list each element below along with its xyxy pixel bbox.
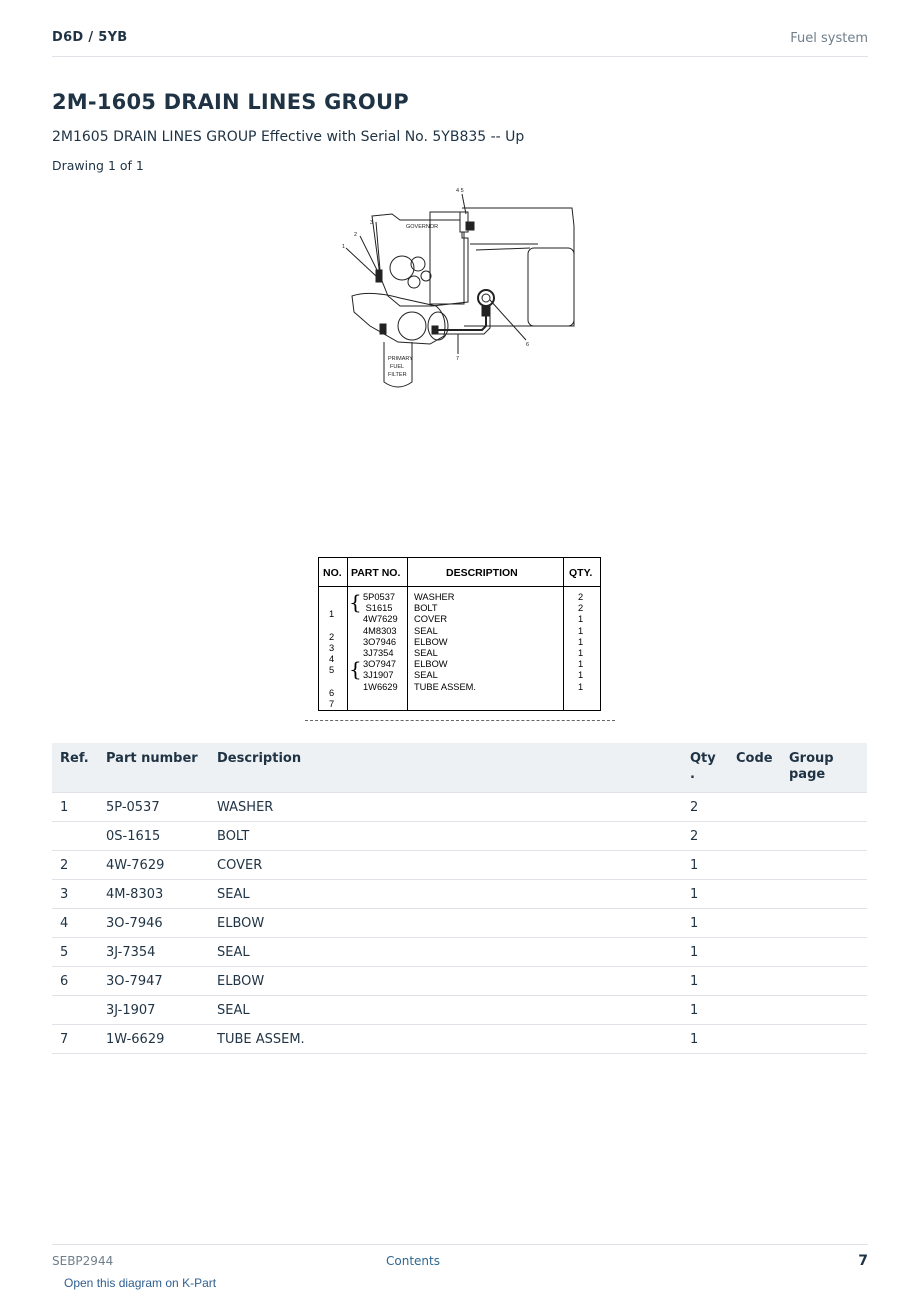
page-subtitle: 2M1605 DRAIN LINES GROUP Effective with Serial No. 5YB835 -- Up bbox=[52, 129, 525, 145]
cell-qty: 2 bbox=[682, 793, 728, 822]
cell-part-number: 0S-1615 bbox=[98, 822, 209, 851]
cell-group-page bbox=[781, 851, 867, 880]
cell-part-number: 1W-6629 bbox=[98, 1025, 209, 1054]
col-ref: Ref. bbox=[52, 743, 98, 793]
callout-1: 1 bbox=[342, 244, 346, 250]
scan-col-part: 5P0537 S1615 4W7629 4M8303 3O7946 3J7354 3O7947 3J1907 1W6629 bbox=[363, 592, 398, 692]
cell-ref: 2 bbox=[52, 851, 98, 880]
cell-ref: 4 bbox=[52, 909, 98, 938]
scan-header-qty: QTY. bbox=[569, 567, 593, 579]
governor-label: GOVERNOR bbox=[406, 224, 439, 230]
cell-qty: 1 bbox=[682, 1025, 728, 1054]
table-row bbox=[52, 909, 867, 938]
section-name: Fuel system bbox=[790, 31, 868, 46]
cell-ref bbox=[52, 822, 98, 851]
col-group-page: Group page bbox=[781, 743, 867, 793]
page-title: 2M-1605 DRAIN LINES GROUP bbox=[52, 90, 409, 114]
callout-3: 3 bbox=[370, 220, 374, 226]
cell-description: SEAL bbox=[209, 938, 682, 967]
cell-group-page bbox=[781, 793, 867, 822]
cell-group-page bbox=[781, 938, 867, 967]
cell-group-page bbox=[781, 880, 867, 909]
cell-code bbox=[728, 938, 781, 967]
scan-brace: { bbox=[349, 657, 362, 681]
cell-code bbox=[728, 996, 781, 1025]
leader-4-5 bbox=[462, 194, 466, 214]
cell-description: WASHER bbox=[209, 793, 682, 822]
parts-table-header bbox=[52, 743, 867, 793]
table-row bbox=[52, 793, 867, 822]
cell-group-page bbox=[781, 1025, 867, 1054]
engine-block bbox=[462, 208, 574, 326]
cell-code bbox=[728, 967, 781, 996]
col-code: Code bbox=[728, 743, 781, 793]
cell-qty: 1 bbox=[682, 909, 728, 938]
cell-qty: 1 bbox=[682, 880, 728, 909]
breadcrumb: D6D / 5YB bbox=[52, 30, 128, 45]
cell-description: ELBOW bbox=[209, 909, 682, 938]
scanned-table-header bbox=[319, 558, 600, 587]
cell-part-number: 4W-7629 bbox=[98, 851, 209, 880]
col-description: Description bbox=[209, 743, 682, 793]
cell-part-number: 3O-7947 bbox=[98, 967, 209, 996]
parts-table-body bbox=[52, 793, 867, 1054]
cell-part-number: 3J-7354 bbox=[98, 938, 209, 967]
cell-ref: 1 bbox=[52, 793, 98, 822]
cell-part-number: 3O-7946 bbox=[98, 909, 209, 938]
cell-description: SEAL bbox=[209, 880, 682, 909]
cell-description: SEAL bbox=[209, 996, 682, 1025]
scan-header-part: PART NO. bbox=[351, 567, 401, 579]
scan-cut-line bbox=[305, 720, 615, 721]
scan-divider bbox=[407, 558, 408, 710]
cell-code bbox=[728, 851, 781, 880]
fuel-filter bbox=[528, 248, 574, 326]
cell-code bbox=[728, 880, 781, 909]
cell-group-page bbox=[781, 996, 867, 1025]
callout-6: 6 bbox=[526, 342, 530, 348]
cell-description: COVER bbox=[209, 851, 682, 880]
table-row bbox=[52, 822, 867, 851]
cell-code bbox=[728, 822, 781, 851]
cell-ref: 7 bbox=[52, 1025, 98, 1054]
cell-ref: 6 bbox=[52, 967, 98, 996]
cell-qty: 1 bbox=[682, 851, 728, 880]
table-row bbox=[52, 996, 867, 1025]
cell-description: ELBOW bbox=[209, 967, 682, 996]
page-footer bbox=[52, 1244, 868, 1275]
filter-label-3: FILTER bbox=[388, 372, 407, 378]
scan-brace: { bbox=[349, 590, 362, 614]
document-code: SEBP2944 bbox=[52, 1254, 114, 1268]
tube-assembly bbox=[436, 310, 486, 330]
scan-header-desc: DESCRIPTION bbox=[446, 567, 518, 579]
leader-6 bbox=[490, 300, 526, 340]
cell-part-number: 4M-8303 bbox=[98, 880, 209, 909]
callout-7: 7 bbox=[456, 356, 460, 362]
cell-group-page bbox=[781, 967, 867, 996]
scan-divider bbox=[563, 558, 564, 710]
cell-qty: 1 bbox=[682, 938, 728, 967]
cell-group-page bbox=[781, 909, 867, 938]
cell-code bbox=[728, 1025, 781, 1054]
cell-code bbox=[728, 793, 781, 822]
scan-col-no: 1 2 3 4 5 6 7 bbox=[329, 609, 335, 709]
page-number: 7 bbox=[858, 1253, 868, 1269]
table-row bbox=[52, 851, 867, 880]
table-row bbox=[52, 880, 867, 909]
parts-diagram bbox=[340, 186, 580, 396]
cell-qty: 1 bbox=[682, 996, 728, 1025]
scan-header-no: NO. bbox=[323, 567, 342, 579]
scanned-parts-list bbox=[318, 557, 601, 711]
scan-col-desc: WASHER BOLT COVER SEAL ELBOW SEAL ELBOW SEAL TUBE ASSEM. bbox=[414, 592, 476, 692]
filter-label-1: PRIMARY bbox=[388, 356, 413, 362]
scan-col-qty: 2 2 1 1 1 1 1 1 1 bbox=[578, 592, 584, 692]
scan-divider bbox=[347, 558, 348, 710]
cell-part-number: 5P-0537 bbox=[98, 793, 209, 822]
col-part-number: Part number bbox=[98, 743, 209, 793]
callout-2: 2 bbox=[354, 232, 358, 238]
cell-description: BOLT bbox=[209, 822, 682, 851]
drawing-label: Drawing 1 of 1 bbox=[52, 158, 144, 173]
table-row bbox=[52, 938, 867, 967]
cell-group-page bbox=[781, 822, 867, 851]
contents-link[interactable]: Contents bbox=[386, 1254, 440, 1268]
cell-qty: 2 bbox=[682, 822, 728, 851]
filter-label-2: FUEL bbox=[390, 364, 405, 370]
cell-qty: 1 bbox=[682, 967, 728, 996]
col-qty: Qty . bbox=[682, 743, 728, 793]
page-header bbox=[52, 28, 868, 57]
cell-ref bbox=[52, 996, 98, 1025]
table-row bbox=[52, 967, 867, 996]
cell-code bbox=[728, 909, 781, 938]
parts-table bbox=[52, 743, 867, 1054]
table-row bbox=[52, 1025, 867, 1054]
leader-1 bbox=[346, 248, 376, 276]
callout-4-5: 4 5 bbox=[456, 188, 464, 194]
cell-part-number: 3J-1907 bbox=[98, 996, 209, 1025]
kpart-link[interactable]: Open this diagram on K-Part bbox=[64, 1276, 217, 1290]
cell-ref: 5 bbox=[52, 938, 98, 967]
cell-ref: 3 bbox=[52, 880, 98, 909]
cell-description: TUBE ASSEM. bbox=[209, 1025, 682, 1054]
